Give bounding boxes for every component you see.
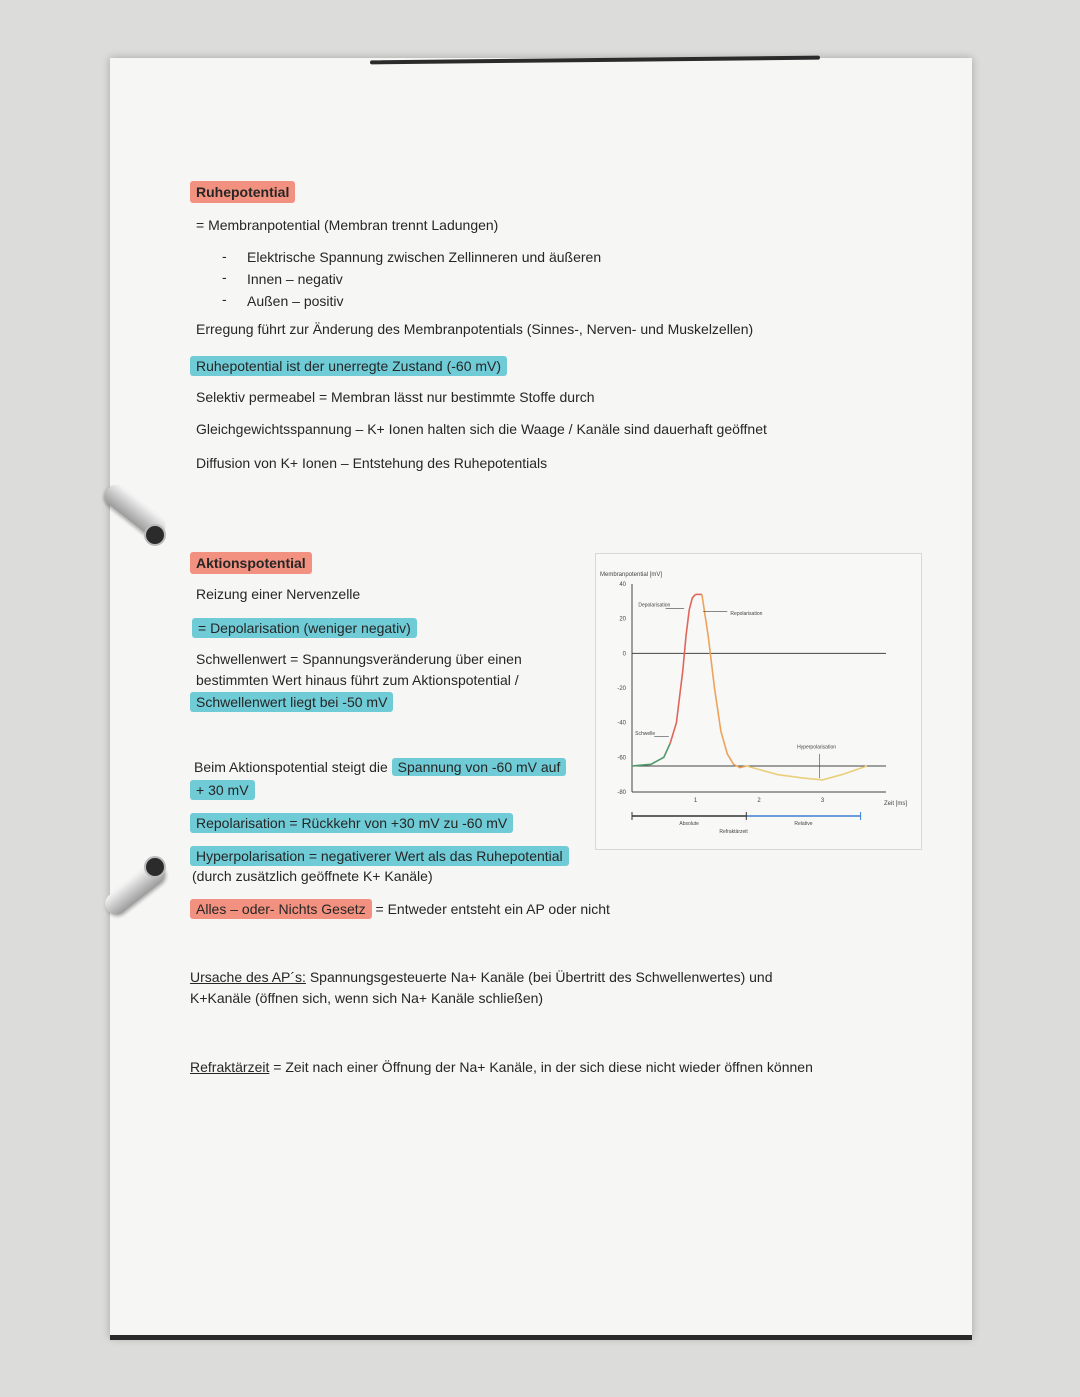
heading-ruhepotential: Ruhepotential xyxy=(190,181,295,203)
beim-ap-highlight-1: Spannung von -60 mV auf xyxy=(392,758,567,776)
chart-ytick-label: -80 xyxy=(617,790,626,796)
chart-ytick-label: 40 xyxy=(619,582,626,588)
timeline-label-absolute: Absolute xyxy=(679,821,699,827)
chart-xtick-label: 3 xyxy=(820,798,825,804)
annotation-hyperpolarisation: Hyperpolarisation xyxy=(797,744,837,751)
bullet-item: Elektrische Spannung zwischen Zellinneren und äußeren xyxy=(247,249,602,265)
selektiv-text: Selektiv permeabel = Membran lässt nur bestimmte Stoffe durch xyxy=(196,389,595,405)
timeline-label-refraktaerzeit: Refraktärzeit xyxy=(719,829,748,835)
chart-ytick-label: 0 xyxy=(622,651,626,658)
timeline-label-relative: Relative xyxy=(794,821,813,827)
diffusion-text: Diffusion von K+ Ionen – Entstehung des Ruhepotentials xyxy=(196,455,548,471)
refraktaerzeit-text: = Zeit nach einer Öffnung der Na+ Kanäle, in der sich diese nicht wieder öffnen können xyxy=(269,1059,813,1075)
bullet-item: Außen – positiv xyxy=(247,293,344,309)
schwellenwert-line1: Schwellenwert = Spannungsveränderung über einen xyxy=(196,651,522,667)
chart-series-depolarisation xyxy=(670,594,695,743)
erregung-text: Erregung führt zur Änderung des Membranpotentials (Sinnes-, Nerven- und Muskelzellen) xyxy=(196,321,754,337)
binder-hole-bottom xyxy=(144,856,166,878)
beim-ap-text xyxy=(194,758,566,776)
gleichgewicht-text: Gleichgewichtsspannung – K+ Ionen halten sich die Waage / Kanäle sind dauerhaft geöffnet xyxy=(196,421,767,437)
ursache-label: Ursache des AP´s: xyxy=(190,969,306,985)
bullet-dash: - xyxy=(222,291,227,307)
hyperpolarisation-highlight: Hyperpolarisation = negativerer Wert als das Ruhepotential xyxy=(190,846,569,866)
annotation-repolarisation: Repolarisation xyxy=(730,611,763,618)
chart-series-repolarisation xyxy=(702,594,746,767)
binder-edge-top xyxy=(370,56,820,65)
schwellenwert-highlight: Schwellenwert liegt bei -50 mV xyxy=(190,692,393,712)
schwellenwert-line2: bestimmten Wert hinaus führt zum Aktionspotential / xyxy=(196,672,519,688)
refraktaerzeit-line xyxy=(190,1058,813,1076)
chart-xtick-label: 1 xyxy=(693,798,698,804)
chart-ytick-label: 20 xyxy=(619,616,626,623)
alles-oder-nichts-highlight: Alles – oder- Nichts Gesetz xyxy=(190,899,372,919)
depol-highlight: = Depolarisation (weniger negativ) xyxy=(192,618,417,638)
annotation-schwelle: Schwelle xyxy=(635,730,656,737)
bullet-dash: - xyxy=(222,269,227,285)
alles-oder-nichts-line xyxy=(190,900,610,918)
annotation-depolarisation: Depolarisation xyxy=(638,602,671,609)
repolarisation-highlight: Repolarisation = Rückkehr von +30 mV zu -60 mV xyxy=(190,813,513,833)
chart-xtick-label: 2 xyxy=(757,798,761,804)
ursache-line1 xyxy=(190,968,773,986)
reizung-text: Reizung einer Nervenzelle xyxy=(196,586,361,602)
chart-series-hyperpolarisation xyxy=(746,766,867,780)
binder-hole-top xyxy=(144,524,166,546)
ruhe-definition: = Membranpotential (Membran trennt Ladungen) xyxy=(196,217,499,233)
chart-xlabel: Zeit [ms] xyxy=(884,801,908,807)
alles-oder-nichts-text: = Entweder entsteht ein AP oder nicht xyxy=(371,901,610,917)
ruhe-highlight: Ruhepotential ist der unerregte Zustand (-60 mV) xyxy=(190,356,507,376)
beim-ap-prefix: Beim Aktionspotential steigt die xyxy=(194,759,392,775)
chart-ytick-label: -20 xyxy=(617,686,626,692)
bullet-item: Innen – negativ xyxy=(247,271,343,287)
chart-series-rest-to-threshold xyxy=(632,744,670,767)
ursache-text: Spannungsgesteuerte Na+ Kanäle (bei Übertritt des Schwellenwertes) und xyxy=(305,969,773,985)
chart-ytick-label: -60 xyxy=(617,755,626,762)
heading-aktionspotential: Aktionspotential xyxy=(190,552,312,574)
refraktaerzeit-label: Refraktärzeit xyxy=(190,1059,270,1075)
chart-svg xyxy=(596,554,921,849)
hyperpolarisation-note: (durch zusätzlich geöffnete K+ Kanäle) xyxy=(192,868,433,884)
bullet-dash: - xyxy=(222,248,227,264)
binder-edge-bottom xyxy=(110,1335,972,1340)
ursache-line2: K+Kanäle (öffnen sich, wenn sich Na+ Kanäle schließen) xyxy=(190,990,544,1006)
beim-ap-highlight-2: + 30 mV xyxy=(190,780,255,800)
action-potential-chart xyxy=(595,553,922,850)
chart-ytick-label: -40 xyxy=(617,720,626,727)
chart-ylabel: Membranpotential [mV] xyxy=(600,572,663,578)
